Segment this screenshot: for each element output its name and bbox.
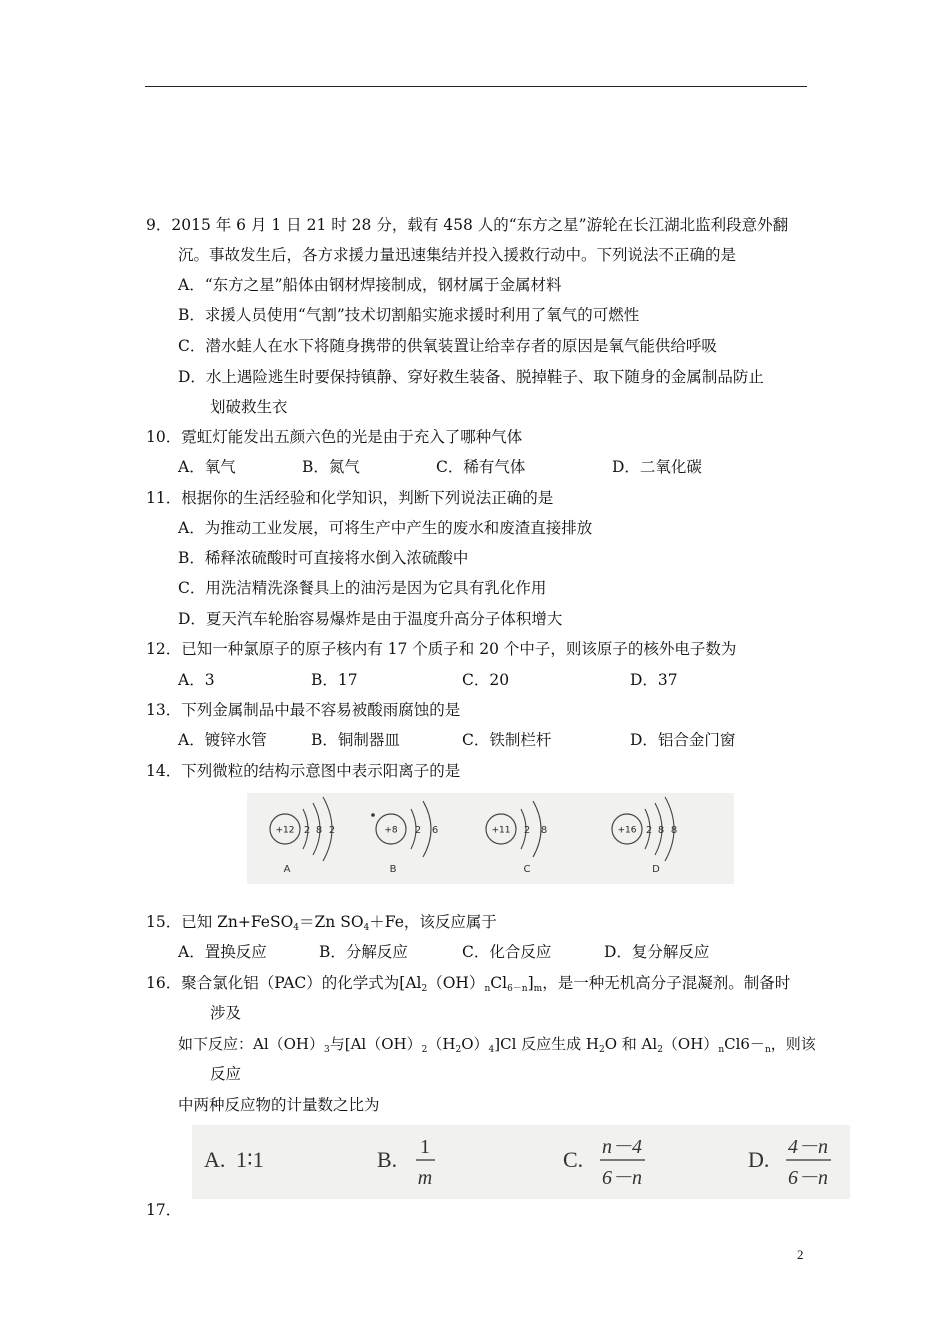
q13-stem: 13．下列金属制品中最不容易被酸雨腐蚀的是 xyxy=(146,701,461,719)
q16-option-b-denominator: m xyxy=(417,1167,433,1189)
q11-option-d: D．夏天汽车轮胎容易爆炸是由于温度升高分子体积增大 xyxy=(178,610,563,628)
q13-option-c: C．铁制栏杆 xyxy=(462,731,552,749)
q13-option-a: A．镀锌水管 xyxy=(178,731,267,749)
q16-stem-line2: 涉及 xyxy=(210,1004,242,1022)
q15-option-d: D．复分解反应 xyxy=(604,943,710,961)
q16-options-image xyxy=(192,1125,850,1199)
q12-option-a: A．3 xyxy=(178,671,215,689)
q16-option-a-value: 1∶1 xyxy=(236,1147,264,1172)
q16-option-d-numerator: 4－n xyxy=(788,1136,828,1158)
shell-count-c1: 2 xyxy=(523,825,531,836)
q12-option-b: B．17 xyxy=(311,671,358,689)
nucleus-charge-a: +12 xyxy=(275,825,295,836)
q15-option-c: C．化合反应 xyxy=(462,943,552,961)
nucleus-charge-c: +11 xyxy=(491,825,511,836)
q10-option-c: C．稀有气体 xyxy=(436,458,526,476)
q10-stem: 10．霓虹灯能发出五颜六色的光是由于充入了哪种气体 xyxy=(146,428,523,446)
shell-count-a3: 2 xyxy=(328,825,336,836)
q9-option-c: C．潜水蛙人在水下将随身携带的供氧装置让给幸存者的原因是氧气能供给呼吸 xyxy=(178,337,717,355)
q13-option-d: D．铝合金门窗 xyxy=(630,731,736,749)
shell-count-d2: 8 xyxy=(657,825,665,836)
atom-diagram-d xyxy=(612,797,677,875)
shell-count-b2: 6 xyxy=(431,825,439,836)
q16-stem-line1: 16．聚合氯化铝（PAC）的化学式为$[Al_2(OH)_nCl_{6-n}]_m$，是一种无机高分子混凝剂。制备时 xyxy=(146,974,791,994)
q12-option-c: C．20 xyxy=(462,671,510,689)
q16-option-b-numerator: 1 xyxy=(420,1136,430,1158)
shell-count-b1: 2 xyxy=(414,825,422,836)
q15-stem: 15．已知 Zn+FeSO$_4$＝Zn $SO_4+Fe$，该反应属于 xyxy=(146,913,497,933)
shell-arc-c2 xyxy=(533,801,541,857)
atom-label-d: D xyxy=(652,864,660,875)
shell-count-a1: 2 xyxy=(303,825,311,836)
nucleus-charge-d: +16 xyxy=(617,825,637,836)
q9-option-d-line2: 划破救生衣 xyxy=(210,398,288,416)
q9-option-b: B．求援人员使用“气割”技术切割船实施求援时利用了氧气的可燃性 xyxy=(178,306,640,324)
q10-option-d: D．二氧化碳 xyxy=(612,458,702,476)
header-rule xyxy=(145,86,807,87)
q16-stem-line3: 如下反应：$Al(OH)_3$与$[Al(OH)_2(H_2O)_4]Cl$ 反应生成 $H_2O$ 和 $Al_2(OH)_nCl6-_n$，则该 xyxy=(178,1035,816,1055)
q16-option-d-label: D. xyxy=(748,1147,770,1172)
q17-stem: 17． xyxy=(146,1201,182,1219)
atom-label-a: A xyxy=(283,864,291,875)
q12-option-d: D．37 xyxy=(630,671,678,689)
shell-count-d1: 2 xyxy=(645,825,653,836)
q11-option-b: B．稀释浓硫酸时可直接将水倒入浓硫酸中 xyxy=(178,549,469,567)
atom-diagram-a xyxy=(270,797,335,875)
page-number: 2 xyxy=(797,1247,804,1262)
stray-dot-b xyxy=(371,813,375,817)
q14-stem: 14．下列微粒的结构示意图中表示阳离子的是 xyxy=(146,762,461,780)
q13-option-b: B．铜制器皿 xyxy=(311,731,400,749)
nucleus-charge-b: +8 xyxy=(384,825,398,836)
q9-stem-line2: 沉。事故发生后，各方求援力量迅速集结并投入援救行动中。下列说法不正确的是 xyxy=(178,246,737,264)
atom-diagram-c xyxy=(486,801,547,875)
q9-stem-line1: 9．2015 年 6 月 1 日 21 时 28 分，载有 458 人的“东方之星”游轮在长江湖北监利段意外翻 xyxy=(146,216,789,234)
q16-option-c-numerator: n－4 xyxy=(602,1136,642,1158)
q11-option-c: C．用洗洁精洗涤餐具上的油污是因为它具有乳化作用 xyxy=(178,579,547,597)
q16-option-d-denominator: 6－n xyxy=(788,1167,828,1189)
q10-option-b: B．氮气 xyxy=(302,458,360,476)
q16-option-a-label: A. xyxy=(204,1147,226,1172)
atom-diagram-b xyxy=(371,801,438,875)
shell-arc-b2 xyxy=(423,801,431,857)
q12-stem: 12．已知一种氯原子的原子核内有 17 个质子和 20 个中子，则该原子的核外电子数为 xyxy=(146,640,737,658)
shell-count-d3: 8 xyxy=(670,825,678,836)
q16-stem-line4: 反应 xyxy=(210,1065,242,1083)
atomic-structure-diagrams xyxy=(247,793,734,884)
q11-stem: 11．根据你的生活经验和化学知识，判断下列说法正确的是 xyxy=(146,489,554,507)
atom-label-c: C xyxy=(523,864,531,875)
shell-count-c2: 8 xyxy=(540,825,548,836)
q15-option-a: A．置换反应 xyxy=(178,943,267,961)
q10-option-a: A．氧气 xyxy=(178,458,236,476)
shell-count-a2: 8 xyxy=(315,825,323,836)
q16-option-c-denominator: 6－n xyxy=(602,1167,642,1189)
q9-option-a: A．“东方之星”船体由钢材焊接制成，钢材属于金属材料 xyxy=(178,276,562,294)
q16-option-b-label: B. xyxy=(377,1147,398,1172)
atom-label-b: B xyxy=(389,864,397,875)
q15-option-b: B．分解反应 xyxy=(319,943,408,961)
q16-stem-line5: 中两种反应物的计量数之比为 xyxy=(178,1096,380,1114)
q16-option-c-label: C. xyxy=(563,1147,584,1172)
q11-option-a: A．为推动工业发展，可将生产中产生的废水和废渣直接排放 xyxy=(178,519,593,537)
q9-option-d-line1: D．水上遇险逃生时要保持镇静、穿好救生装备、脱掉鞋子、取下随身的金属制品防止 xyxy=(178,368,764,386)
